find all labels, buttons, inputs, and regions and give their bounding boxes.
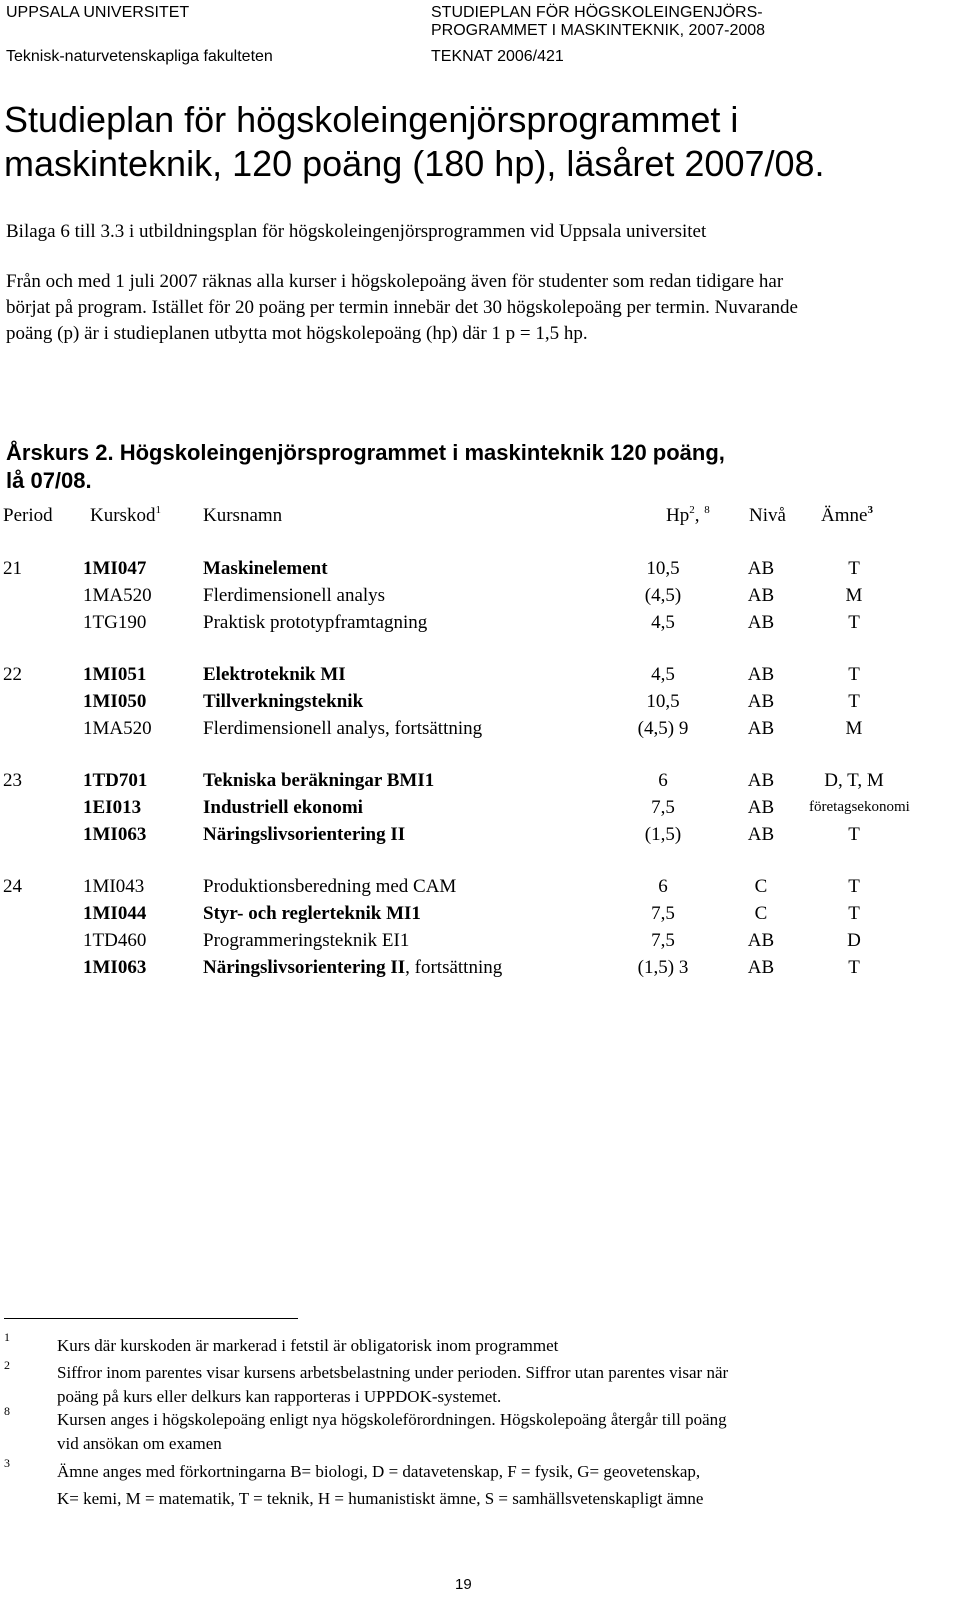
row-course-name-main: Näringslivsorientering II xyxy=(203,957,406,978)
col-kurskod: Kurskod$^1$ xyxy=(90,504,161,526)
row-hp: 7,5 xyxy=(651,797,675,818)
row-subject: T xyxy=(848,824,860,845)
row-course-name-suffix: , fortsättning xyxy=(405,957,503,978)
row-level: AB xyxy=(747,612,775,633)
table-row xyxy=(3,664,953,691)
page-title-line2: maskinteknik, 120 poäng (180 hp), läsåret 2007/08. xyxy=(4,143,825,184)
row-subject: T xyxy=(848,957,860,978)
row-hp: (4,5) 9 xyxy=(637,718,689,739)
row-level: AB xyxy=(747,770,775,791)
row-hp: (1,5) 3 xyxy=(637,957,689,978)
row-course-code: 1MI043 xyxy=(83,876,145,897)
document-title-line1: STUDIEPLAN FÖR HÖGSKOLEINGENJÖRS- xyxy=(431,4,763,21)
row-course-code: 1MI044 xyxy=(83,903,147,924)
row-hp: 10,5 xyxy=(646,691,680,712)
row-course-name-main: Näringslivsorientering II xyxy=(203,824,406,845)
row-subject: M xyxy=(845,718,863,739)
row-course-name xyxy=(203,770,434,792)
row-level: AB xyxy=(747,585,775,606)
footnote-marker-2: 2 xyxy=(4,1358,10,1372)
row-subject: D xyxy=(847,930,861,951)
row-period: 22 xyxy=(3,664,22,685)
table-row xyxy=(3,718,953,745)
footnote-8-line1: Kursen anges i högskolepoäng enligt nya högskoleförordningen. Högskolepoäng återgår till poäng xyxy=(57,1410,727,1429)
row-hp: 10,5 xyxy=(646,558,680,579)
row-course-name-main: Tillverkningsteknik xyxy=(203,691,364,712)
row-level: AB xyxy=(747,691,775,712)
row-subject: T xyxy=(848,558,860,579)
row-hp: 6 xyxy=(658,770,668,791)
table-row xyxy=(3,558,953,585)
row-hp: 7,5 xyxy=(651,930,675,951)
row-level: AB xyxy=(747,930,775,951)
footnote-2-line2: poäng på kurs eller delkurs kan rapporteras i UPPDOK-systemet. xyxy=(57,1387,502,1406)
footnote-1: Kurs där kurskoden är markerad i fetstil är obligatorisk inom programmet xyxy=(57,1336,559,1355)
row-course-name-main: Industriell ekonomi xyxy=(203,797,363,818)
row-course-code: 1MA520 xyxy=(83,718,152,739)
row-course-name-main: Maskinelement xyxy=(203,558,328,579)
row-course-code: 1MI051 xyxy=(83,664,147,685)
footnote-3-line2: K= kemi, M = matematik, T = teknik, H = humanistiskt ämne, S = samhällsvetenskapligt ämne xyxy=(57,1489,704,1508)
row-period: 21 xyxy=(3,558,22,579)
row-level: AB xyxy=(747,664,775,685)
row-course-name xyxy=(203,691,363,713)
row-hp: (4,5) xyxy=(644,585,682,606)
row-course-name xyxy=(203,558,328,580)
row-subject: T xyxy=(848,691,860,712)
row-level: C xyxy=(754,903,768,924)
row-course-code: 1MI050 xyxy=(83,691,147,712)
row-course-name xyxy=(203,612,427,634)
table-row xyxy=(3,876,953,903)
row-course-name xyxy=(203,957,502,979)
row-level: AB xyxy=(747,797,775,818)
row-course-name-main: Elektroteknik MI xyxy=(203,664,346,685)
col-niva: Nivå xyxy=(749,505,786,526)
table-row xyxy=(3,612,953,639)
row-course-name xyxy=(203,718,482,740)
row-course-code: 1TD460 xyxy=(83,930,147,951)
row-subject: företagsekonomi xyxy=(809,799,910,815)
col-period: Period xyxy=(3,505,53,526)
footnote-8-line2: vid ansökan om examen xyxy=(57,1434,222,1453)
row-course-name-main: Programmeringsteknik EI1 xyxy=(203,930,410,951)
table-row xyxy=(3,797,953,824)
table-header xyxy=(3,505,953,532)
footnote-marker-3: 3 xyxy=(4,1456,10,1470)
row-period: 24 xyxy=(3,876,22,897)
row-course-name xyxy=(203,585,385,607)
row-subject: T xyxy=(848,612,860,633)
footnote-marker-8: 8 xyxy=(4,1404,10,1418)
row-course-name-main: Styr- och reglerteknik MI1 xyxy=(203,903,421,924)
row-course-code: 1EI013 xyxy=(83,797,142,818)
university-name: UPPSALA UNIVERSITET xyxy=(6,4,190,21)
row-course-name xyxy=(203,876,456,898)
document-reference: TEKNAT 2006/421 xyxy=(431,48,564,65)
row-course-name-main: Flerdimensionell analys, fortsättning xyxy=(203,718,483,739)
col-amne: Ämne$^3$ xyxy=(821,504,873,526)
footnote-3-line1: Ämne anges med förkortningarna B= biologi, D = datavetenskap, F = fysik, G= geovetenskap, xyxy=(57,1462,701,1481)
row-subject: T xyxy=(848,664,860,685)
row-hp: (1,5) xyxy=(644,824,682,845)
col-hp: Hp$^2$, $^8$ xyxy=(666,504,710,526)
row-subject: T xyxy=(848,903,860,924)
document-title-line2: PROGRAMMET I MASKINTEKNIK, 2007-2008 xyxy=(431,22,766,39)
table-row xyxy=(3,691,953,718)
attachment-note: Bilaga 6 till 3.3 i utbildningsplan för högskoleingenjörsprogrammen vid Uppsala universitet xyxy=(6,221,707,242)
table-row xyxy=(3,585,953,612)
footnote-divider xyxy=(4,1318,298,1319)
row-subject: M xyxy=(845,585,863,606)
row-course-name xyxy=(203,903,421,925)
row-course-code: 1TG190 xyxy=(83,612,147,633)
row-course-name xyxy=(203,824,405,846)
row-level: AB xyxy=(747,824,775,845)
row-course-code: 1TD701 xyxy=(83,770,148,791)
page-number: 19 xyxy=(455,1576,472,1593)
faculty-name: Teknisk-naturvetenskapliga fakulteten xyxy=(6,48,273,65)
table-row xyxy=(3,930,953,957)
course-table xyxy=(3,505,953,995)
row-course-code: 1MA520 xyxy=(83,585,152,606)
row-level: AB xyxy=(747,558,775,579)
row-level: AB xyxy=(747,718,775,739)
row-course-code: 1MI063 xyxy=(83,957,147,978)
section-heading-line1: Årskurs 2. Högskoleingenjörsprogrammet i maskinteknik 120 poäng, xyxy=(6,440,725,465)
table-row xyxy=(3,824,953,851)
footnote-marker-1: 1 xyxy=(4,1330,10,1344)
section-heading-line2: lå 07/08. xyxy=(6,468,92,493)
row-course-code: 1MI047 xyxy=(83,558,147,579)
row-course-name-main: Flerdimensionell analys xyxy=(203,585,386,606)
row-course-name xyxy=(203,930,409,952)
row-course-name-main: Praktisk prototypframtagning xyxy=(203,612,428,633)
row-course-name-main: Tekniska beräkningar BMI1 xyxy=(203,770,435,791)
row-subject: D, T, M xyxy=(824,770,884,791)
page-title-line1: Studieplan för högskoleingenjörsprogrammet i xyxy=(4,99,739,140)
table-row xyxy=(3,903,953,930)
row-hp: 4,5 xyxy=(651,664,675,685)
row-hp: 4,5 xyxy=(651,612,675,633)
row-hp: 6 xyxy=(658,876,668,897)
row-course-code: 1MI063 xyxy=(83,824,147,845)
table-row xyxy=(3,957,953,984)
row-course-name-main: Produktionsberedning med CAM xyxy=(203,876,457,897)
footnote-2-line1: Siffror inom parentes visar kursens arbetsbelastning under perioden. Siffror utan parentes visar när xyxy=(57,1363,729,1382)
row-course-name xyxy=(203,664,346,686)
intro-line1: Från och med 1 juli 2007 räknas alla kurser i högskolepoäng även för studenter som redan tidigare har xyxy=(6,271,784,292)
col-kursnamn: Kursnamn xyxy=(203,505,283,526)
row-subject: T xyxy=(848,876,860,897)
table-row xyxy=(3,770,953,797)
row-level: AB xyxy=(747,957,775,978)
intro-line3: poäng (p) är i studieplanen utbytta mot högskolepoäng (hp) där 1 p = 1,5 hp. xyxy=(6,323,588,344)
intro-line2: börjat på program. Istället för 20 poäng per termin innebär det 30 högskolepoäng per termin. Nuvarande xyxy=(6,297,798,318)
row-level: C xyxy=(754,876,768,897)
row-period: 23 xyxy=(3,770,22,791)
row-course-name xyxy=(203,797,363,819)
row-hp: 7,5 xyxy=(651,903,675,924)
